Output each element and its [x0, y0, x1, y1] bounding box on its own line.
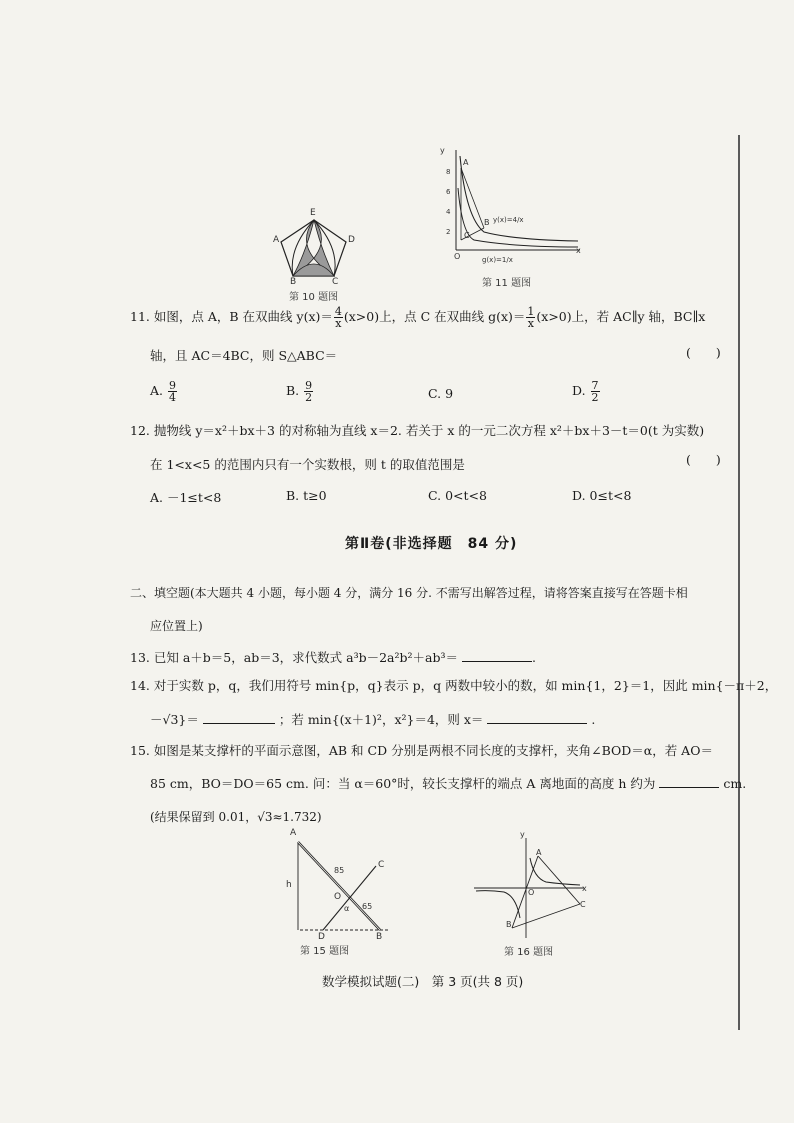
q15-number: 15. [130, 743, 150, 758]
q14-number: 14. [130, 678, 150, 693]
fig16-label-C: C [580, 900, 586, 909]
fig11-label-x: x [576, 246, 581, 255]
q12-option-b[interactable]: B. t≥0 [286, 488, 327, 503]
q12-option-d[interactable]: D. 0≤t<8 [572, 488, 632, 503]
fig16-label-B: B [506, 920, 512, 929]
q11-f1-den: x [335, 317, 342, 330]
fig16-label-x: x [582, 884, 587, 893]
fig10-label-A: A [273, 235, 280, 245]
fig15-label-C: C [378, 860, 385, 870]
fig11-label-B: B [484, 218, 490, 227]
fig10-label-C: C [332, 277, 339, 287]
fig11-tick-6: 6 [446, 188, 451, 196]
q14-answer-blank-2[interactable] [487, 711, 587, 724]
q14-text-2a: －√3}＝ [150, 712, 199, 727]
q11-fraction-1 [334, 306, 343, 329]
fig15-label-h: h [286, 880, 292, 890]
q11-opt-b-label: B. [286, 383, 300, 398]
q14-line-1 [130, 676, 777, 694]
fig10-caption: 第 10 题图 [289, 292, 339, 303]
q13-number: 13. [130, 650, 150, 665]
q11-answer-paren: ( ) [686, 345, 721, 360]
fig16-label-O: O [528, 888, 535, 897]
q13-answer-blank[interactable] [462, 649, 532, 662]
q11-text-2: (x>0)上，点 C 在双曲线 g(x)＝ [343, 309, 526, 324]
figure-15 [286, 828, 400, 942]
q11-f2-num: 1 [527, 305, 535, 318]
figure-16 [470, 830, 590, 940]
q11-opt-d-den: 2 [591, 391, 599, 404]
q12-answer-paren: ( ) [686, 452, 721, 467]
figure-10-diagram [268, 212, 358, 282]
section-2-title: 第Ⅱ卷(非选择题 84 分) [345, 536, 518, 552]
fig15-caption: 第 15 题图 [300, 946, 350, 957]
fig15-label-B: B [376, 932, 383, 942]
q15-line-2 [150, 774, 746, 792]
q12-text-2: 在 1<x<5 的范围内只有一个实数根，则 t 的取值范围是 [150, 457, 465, 472]
fig16-label-y: y [520, 830, 525, 839]
fig11-caption: 第 11 题图 [482, 278, 532, 289]
fig11-curve-y-label: y(x)=4/x [493, 216, 524, 224]
q11-opt-b-den: 2 [305, 391, 313, 404]
q15-text-2a: 85 cm，BO＝DO＝65 cm. 问：当 α＝60°时，较长支撑杆的端点 A 离地面的高度 h 约为 [150, 776, 656, 791]
fig11-label-y: y [440, 146, 445, 155]
fig15-label-alpha: α [344, 904, 350, 913]
q14-text-2c: . [591, 712, 596, 727]
figure-11 [440, 146, 584, 268]
q14-answer-blank-1[interactable] [203, 711, 275, 724]
q14-text-2b: ；若 min{(x＋1)²，x²}＝4，则 x＝ [278, 712, 484, 727]
q11-line-1 [130, 306, 705, 329]
q14-line-2 [150, 710, 595, 728]
q11-f1-num: 4 [334, 305, 342, 318]
q12-option-c[interactable]: C. 0<t<8 [428, 488, 487, 503]
q11-fraction-2 [526, 306, 535, 329]
q12-text-1: 抛物线 y＝x²＋bx＋3 的对称轴为直线 x＝2. 若关于 x 的一元二次方程 x²＋bx＋3－t＝0(t 为实数) [153, 423, 705, 438]
q11-opt-a-label: A. [150, 383, 164, 398]
q11-text-3: (x>0)上，若 AC∥y 轴，BC∥x [536, 309, 706, 324]
fig11-label-A: A [463, 158, 469, 167]
q11-option-d[interactable] [572, 380, 601, 403]
q15-text-1: 如图是某支撑杆的平面示意图，AB 和 CD 分别是两根不同长度的支撑杆，夹角∠BOD＝α，若 AO＝ [153, 743, 713, 758]
q11-opt-a-frac [168, 380, 177, 403]
fig11-tick-4: 4 [446, 208, 451, 216]
figure-16-diagram [470, 834, 590, 940]
fig11-label-O: O [454, 252, 461, 261]
q11-opt-d-frac [591, 380, 600, 403]
fig11-label-C: C [464, 231, 470, 240]
fig16-caption: 第 16 题图 [504, 947, 554, 958]
fig15-label-O: O [334, 892, 342, 902]
q13-text: 已知 a＋b＝5，ab＝3，求代数式 a³b－2a²b²＋ab³＝ [153, 650, 458, 665]
fig15-len-AO: 85 [334, 866, 345, 875]
q13-end: . [531, 650, 536, 665]
q11-opt-a-den: 4 [169, 391, 176, 404]
q12-option-a[interactable]: A. －1≤t<8 [150, 490, 222, 505]
q11-text-1: 如图，点 A，B 在双曲线 y(x)＝ [153, 309, 333, 324]
fig10-label-E: E [310, 208, 316, 218]
q11-opt-d-label: D. [572, 383, 586, 398]
page-edge-shadow [738, 135, 740, 1030]
fig10-label-B: B [290, 277, 297, 287]
q11-opt-a-num: 9 [169, 379, 176, 392]
q15-line-1 [130, 741, 713, 759]
q15-answer-blank[interactable] [659, 775, 719, 788]
q11-option-a[interactable] [150, 380, 178, 403]
q15-text-2b: cm. [723, 776, 747, 791]
q11-opt-b-num: 9 [305, 379, 313, 392]
fig15-label-D: D [318, 932, 325, 942]
q11-opt-d-num: 7 [591, 379, 599, 392]
q11-option-c[interactable]: C. 9 [428, 386, 454, 401]
q14-text-1: 对于实数 p，q，我们用符号 min{p，q}表示 p，q 两数中较小的数，如 min{1，2}＝1，因此 min{－π＋2， [153, 678, 778, 693]
q15-text-3: (结果保留到 0.01，√3≈1.732) [150, 810, 322, 824]
q11-f2-den: x [527, 317, 535, 330]
fig11-curve-g-label: g(x)=1/x [482, 256, 513, 264]
q11-option-b[interactable] [286, 380, 314, 403]
q12-number: 12. [130, 423, 150, 438]
page-footer: 数学模拟试题(二) 第 3 页(共 8 页) [322, 974, 524, 989]
q11-number: 11. [130, 309, 150, 324]
q11-text-4: 轴，且 AC＝4BC，则 S△ABC＝ [150, 348, 338, 363]
part2-instructions-1: 二、填空题(本大题共 4 小题，每小题 4 分，满分 16 分. 不需写出解答过程，请将答案直接写在答题卡相 [130, 586, 688, 600]
figure-10 [268, 208, 358, 287]
fig10-label-D: D [348, 235, 355, 245]
fig16-label-A: A [536, 848, 542, 857]
q11-opt-b-frac [304, 380, 313, 403]
figure-15-diagram [290, 836, 400, 936]
part2-instructions-2: 应位置上) [150, 619, 203, 633]
q12-line-1 [130, 421, 704, 439]
fig15-label-A: A [290, 828, 297, 838]
fig15-len-OC: 65 [362, 902, 373, 911]
fig11-tick-8: 8 [446, 168, 451, 176]
fig11-tick-2: 2 [446, 228, 451, 236]
q13-line [130, 648, 536, 666]
